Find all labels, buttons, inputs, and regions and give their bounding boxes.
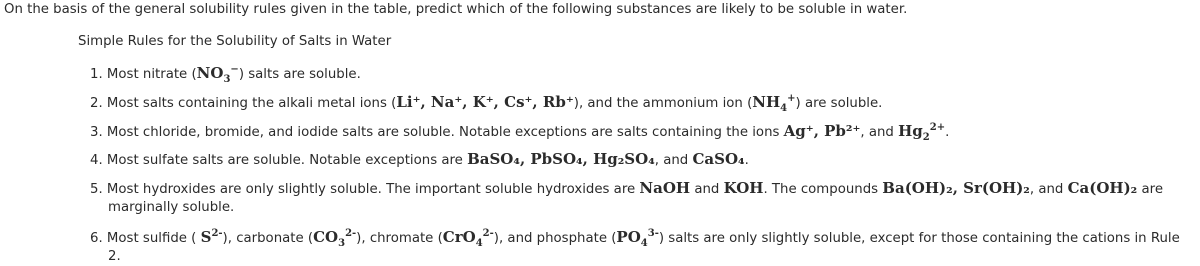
rule-number: 1.	[90, 67, 103, 82]
formula-phosphate: $PO_4^{3-}$	[616, 228, 659, 249]
rule-text: ) salts are only slightly soluble, except for those containing the cations in Rule	[658, 231, 1180, 246]
rule-text: , and	[654, 153, 693, 168]
rule-number: 6.	[90, 231, 103, 246]
formula-caoh2: Ca(OH)₂	[1067, 179, 1138, 197]
rule-text: . The compounds	[763, 182, 883, 197]
formula-koh: KOH	[723, 179, 764, 197]
rule-text: , and	[1029, 182, 1068, 197]
table-title: Simple Rules for the Solubility of Salts in Water	[78, 34, 392, 49]
formula-hydroxides: Ba(OH)₂, Sr(OH)₂	[882, 179, 1030, 197]
rule-continuation: marginally soluble.	[108, 200, 235, 215]
rule-text: , and	[860, 125, 899, 140]
question-text: On the basis of the general solubility rules given in the table, predict which of the following substances are likely to be soluble in water.	[4, 2, 908, 17]
rule-text: .	[744, 153, 749, 168]
formula-caso4: CaSO₄	[692, 150, 745, 168]
formula-nitrate: $NO_3^-$	[196, 64, 239, 85]
rule-3	[90, 122, 1200, 142]
rule-number: 4.	[90, 153, 103, 168]
formula-ammonium: $NH_4^+$	[752, 93, 796, 114]
rule-2	[90, 93, 1200, 113]
rule-1	[90, 64, 1200, 84]
formula-mercury-ion: $Hg_2^{2+}$	[898, 122, 946, 143]
formula-alkali-ions: Li⁺, Na⁺, K⁺, Cs⁺, Rb⁺	[396, 93, 574, 111]
rule-number: 5.	[90, 182, 103, 197]
formula-ag-pb-ions: Ag⁺, Pb²⁺	[783, 122, 861, 140]
rule-text: Most sulfate salts are soluble. Notable exceptions are	[106, 153, 468, 168]
formula-sulfates: BaSO₄, PbSO₄, Hg₂SO₄	[467, 150, 655, 168]
rule-text: ), and the ammonium ion (	[573, 96, 753, 111]
rule-number: 3.	[90, 125, 103, 140]
formula-carbonate: $CO_3^{2-}$	[313, 228, 357, 249]
rule-6	[90, 228, 1200, 266]
rule-4	[90, 150, 1200, 170]
rule-continuation: 2.	[108, 249, 121, 264]
rule-text: and	[690, 182, 724, 197]
rule-text: ) are soluble.	[795, 96, 883, 111]
formula-naoh: NaOH	[639, 179, 691, 197]
rule-text: Most hydroxides are only slightly soluble. The important soluble hydroxides are	[106, 182, 640, 197]
rule-text: ), chromate (	[356, 231, 443, 246]
rule-text: Most salts containing the alkali metal ions (	[106, 96, 397, 111]
rule-5	[90, 179, 1200, 217]
rule-text: ), carbonate (	[222, 231, 314, 246]
formula-sulfide: $S^{2-}$	[200, 228, 223, 246]
rule-text: ), and phosphate (	[493, 231, 617, 246]
rule-text: Most nitrate (	[106, 67, 197, 82]
rule-text: ) salts are soluble.	[238, 67, 361, 82]
rule-text: .	[945, 125, 950, 140]
rule-text: Most sulfide (	[106, 231, 201, 246]
rule-number: 2.	[90, 96, 103, 111]
rule-text: are	[1137, 182, 1163, 197]
rule-text: Most chloride, bromide, and iodide salts are soluble. Notable exceptions are salts containing the ions	[106, 125, 784, 140]
formula-chromate: CrO$_4^{2-}$	[442, 228, 494, 249]
